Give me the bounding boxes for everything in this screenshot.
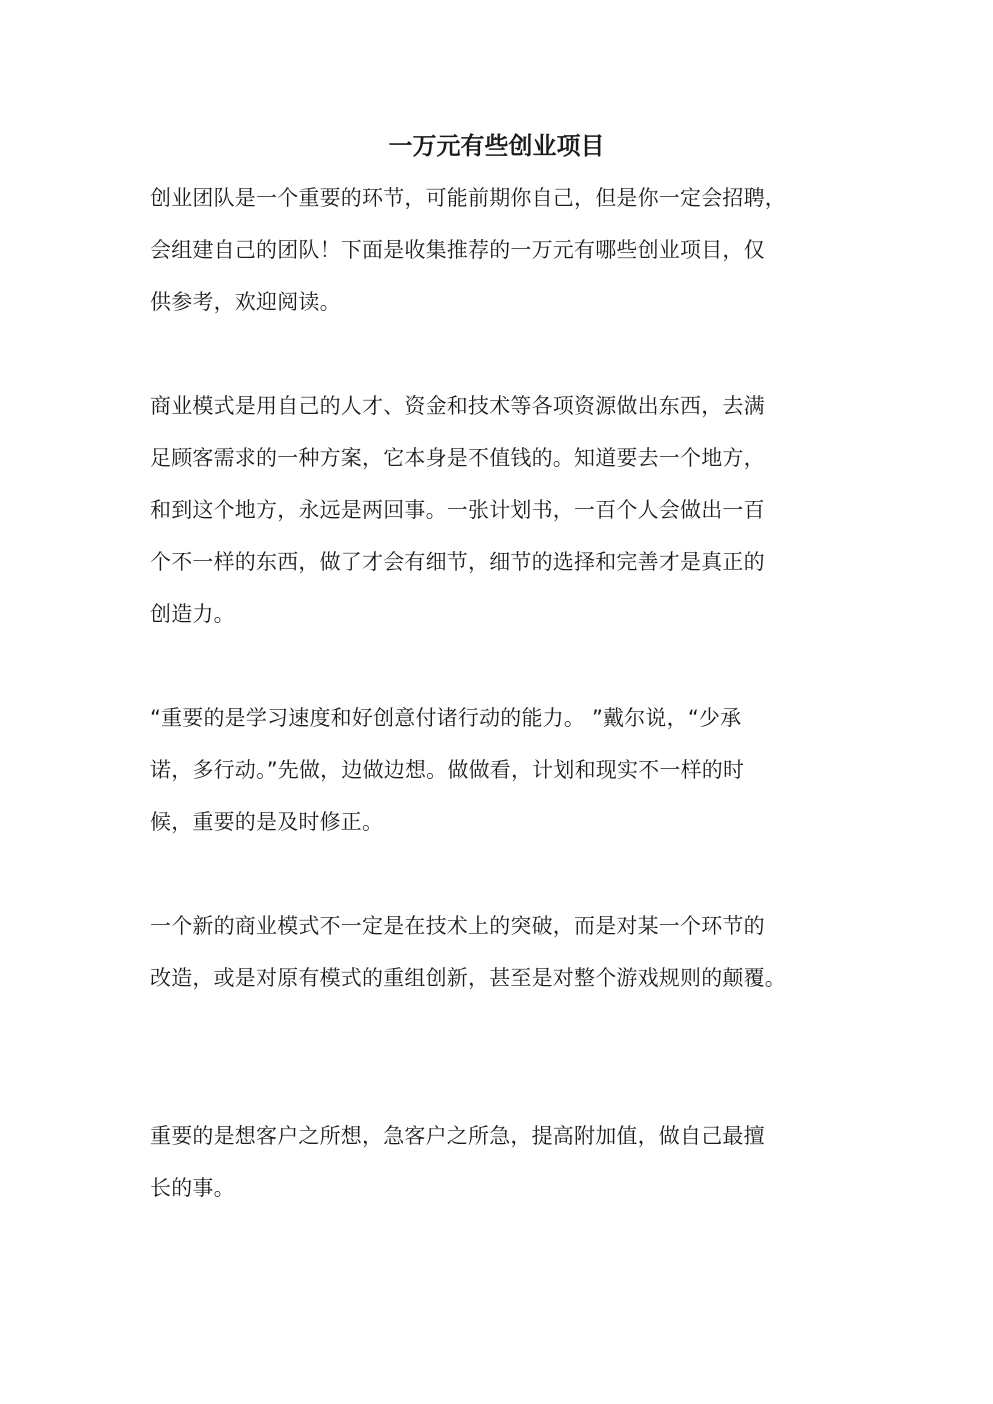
paragraph-line: 长的事。: [150, 1176, 235, 1200]
paragraph-line: 会组建自己的团队！下面是收集推荐的一万元有哪些创业项目，仅: [150, 238, 765, 262]
paragraph-5: [150, 1110, 850, 1214]
paragraph-1: [150, 172, 850, 328]
document-title: 一万元有些创业项目: [388, 131, 605, 160]
paragraph-line: 足顾客需求的一种方案，它本身是不值钱的。知道要去一个地方，: [150, 446, 765, 470]
paragraph-line: 和到这个地方，永远是两回事。一张计划书，一百个人会做出一百: [150, 498, 765, 522]
paragraph-line: 商业模式是用自己的人才、资金和技术等各项资源做出东西，去满: [150, 394, 765, 418]
paragraph-line: 一个新的商业模式不一定是在技术上的突破，而是对某一个环节的: [150, 914, 765, 938]
paragraph-line: 供参考，欢迎阅读。: [150, 290, 341, 314]
paragraph-line: 改造，或是对原有模式的重组创新，甚至是对整个游戏规则的颠覆。: [150, 966, 786, 990]
paragraph-line: 诺，多行动。”先做，边做边想。做做看，计划和现实不一样的时: [150, 758, 745, 782]
paragraph-line: “重要的是学习速度和好创意付诸行动的能力。 ”戴尔说，“少承: [150, 706, 742, 730]
paragraph-line: 重要的是想客户之所想，急客户之所急，提高附加值，做自己最擅: [150, 1124, 765, 1148]
paragraph-3: [150, 692, 850, 848]
paragraph-4: [150, 900, 850, 1004]
paragraph-2: [150, 380, 850, 640]
paragraph-line: 创造力。: [150, 602, 235, 626]
paragraph-line: 候，重要的是及时修正。: [150, 810, 384, 834]
paragraph-line: 创业团队是一个重要的环节，可能前期你自己，但是你一定会招聘，: [150, 186, 786, 210]
paragraph-line: 个不一样的东西，做了才会有细节，细节的选择和完善才是真正的: [150, 550, 765, 574]
